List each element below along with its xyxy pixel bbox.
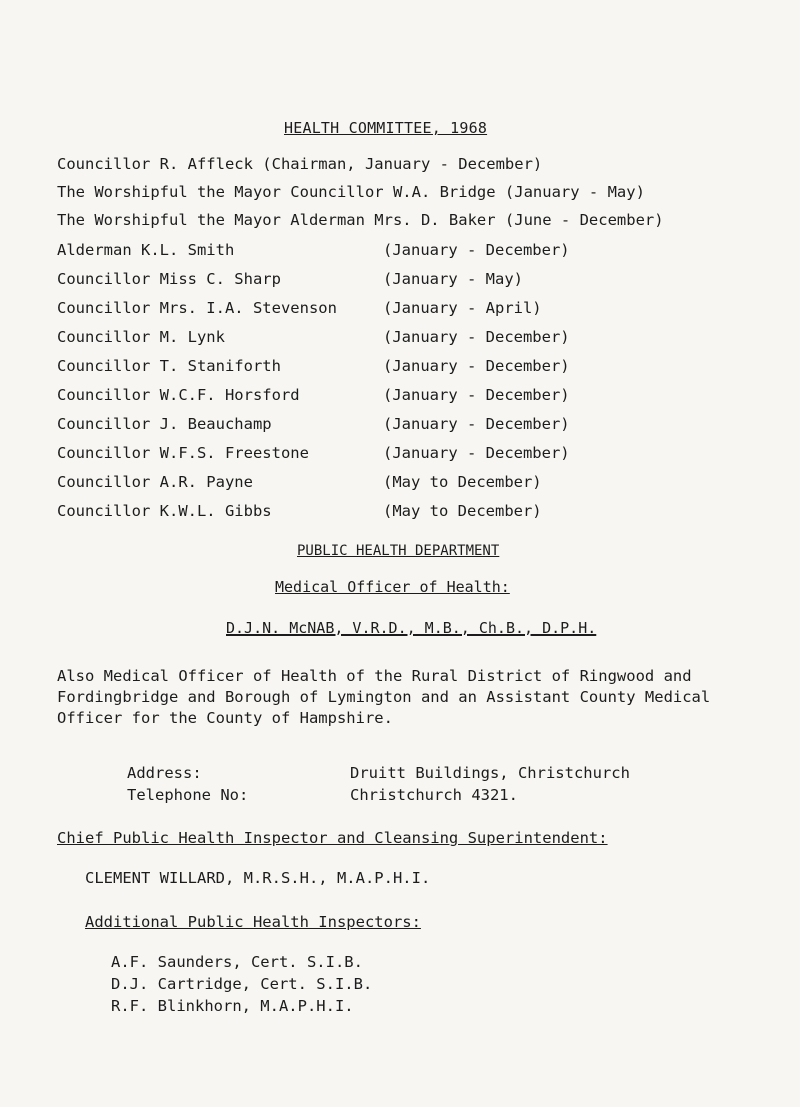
address-label: Address: — [127, 764, 202, 782]
member-name: Councillor W.F.S. Freestone — [57, 444, 309, 462]
chief-inspector-heading: Chief Public Health Inspector and Cleansing Superintendent: — [57, 829, 608, 847]
member-name: Councillor W.C.F. Horsford — [57, 386, 300, 404]
department-heading: PUBLIC HEALTH DEPARTMENT — [297, 543, 500, 559]
member-name: Councillor K.W.L. Gibbs — [57, 502, 272, 520]
member-name: Councillor Miss C. Sharp — [57, 270, 281, 288]
member-name: Councillor J. Beauchamp — [57, 415, 272, 433]
telephone-label: Telephone No: — [127, 786, 249, 804]
member-term: (January - December) — [383, 415, 570, 433]
member-name: Councillor Mrs. I.A. Stevenson — [57, 299, 337, 317]
member-name: Councillor M. Lynk — [57, 328, 225, 346]
member-term: (January - December) — [383, 241, 570, 259]
member-name: Councillor T. Staniforth — [57, 357, 281, 375]
member-term: (January - April) — [383, 299, 542, 317]
additional-inspectors-heading: Additional Public Health Inspectors: — [85, 913, 421, 931]
list-item: D.J. Cartridge, Cert. S.I.B. — [111, 975, 373, 993]
moh-description: Also Medical Officer of Health of the Rural District of Ringwood and Fordingbridge and Borough of Lymington and an Assistant County Medical Officer for the County of Hampshire. — [57, 667, 711, 727]
list-item: R.F. Blinkhorn, M.A.P.H.I. — [111, 997, 354, 1015]
member-term: (January - May) — [383, 270, 523, 288]
list-item: A.F. Saunders, Cert. S.I.B. — [111, 953, 363, 971]
member-name: Councillor A.R. Payne — [57, 473, 253, 491]
member-term: (May to December) — [383, 473, 542, 491]
committee-line-mayor-1: The Worshipful the Mayor Councillor W.A. Bridge (January - May) — [57, 183, 645, 201]
member-name: Alderman K.L. Smith — [57, 241, 235, 259]
member-term: (May to December) — [383, 502, 542, 520]
member-term: (January - December) — [383, 357, 570, 375]
address-value: Druitt Buildings, Christchurch — [350, 764, 630, 782]
member-term: (January - December) — [383, 328, 570, 346]
committee-line-chairman: Councillor R. Affleck (Chairman, January - December) — [57, 155, 543, 173]
moh-heading: Medical Officer of Health: — [275, 578, 510, 596]
chief-inspector-name: CLEMENT WILLARD, M.R.S.H., M.A.P.H.I. — [85, 869, 431, 887]
member-term: (January - December) — [383, 386, 570, 404]
moh-name: D.J.N. McNAB, V.R.D., M.B., Ch.B., D.P.H. — [226, 619, 597, 637]
page-title: HEALTH COMMITTEE, 1968 — [284, 119, 488, 137]
member-term: (January - December) — [383, 444, 570, 462]
committee-line-mayor-2: The Worshipful the Mayor Alderman Mrs. D. Baker (June - December) — [57, 211, 664, 229]
telephone-value: Christchurch 4321. — [350, 786, 518, 804]
